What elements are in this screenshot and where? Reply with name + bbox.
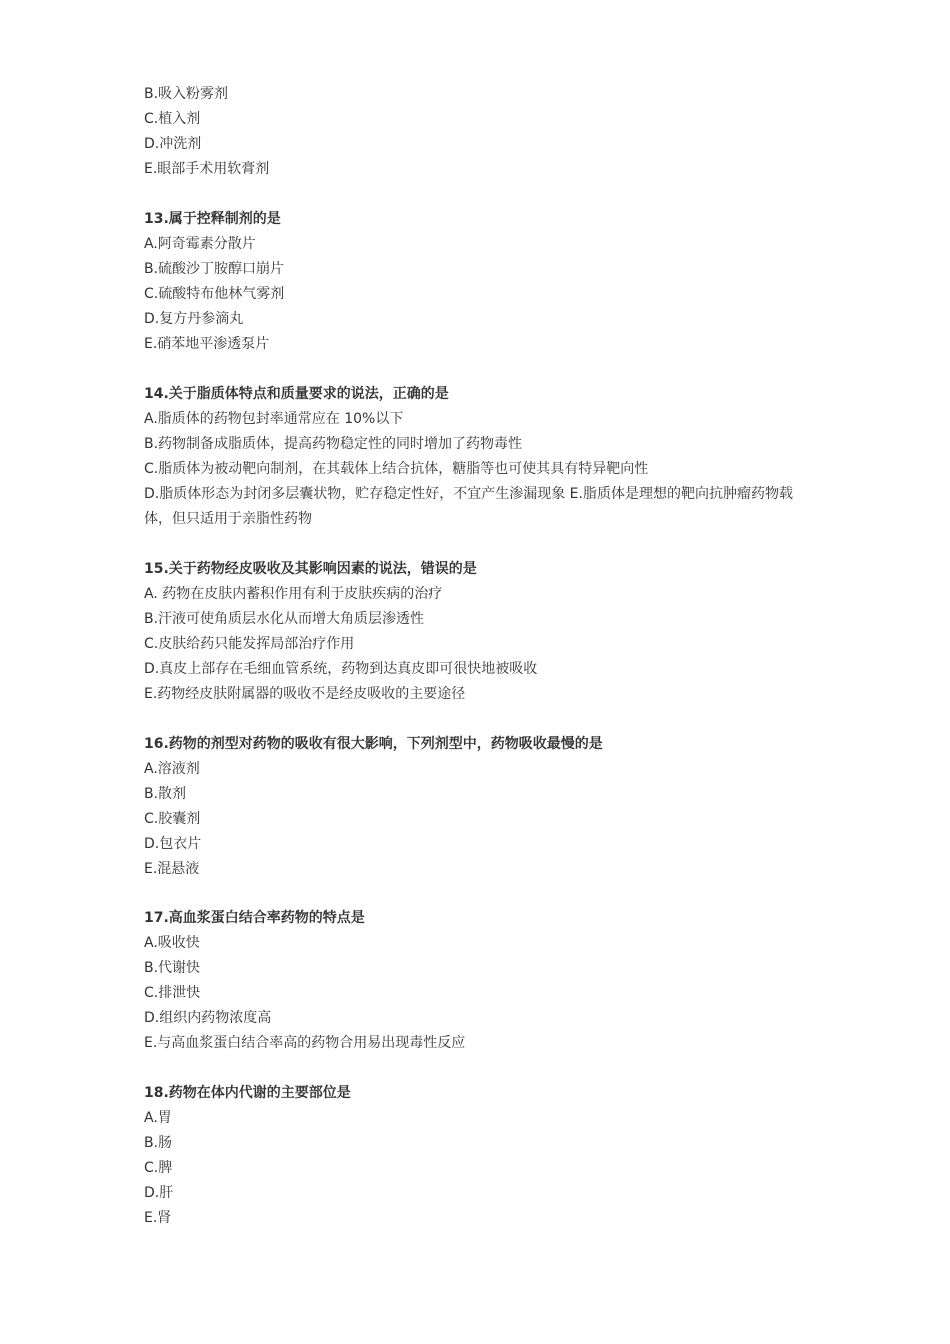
option-line: C.硫酸特布他林气雾剂: [144, 285, 285, 302]
option-line: E.混悬液: [144, 860, 200, 877]
spacer: [144, 707, 814, 732]
option-line: E.硝苯地平渗透泵片: [144, 335, 270, 352]
question-15: [144, 557, 814, 707]
option-line: B.吸入粉雾剂: [144, 86, 229, 102]
question-18: [144, 1081, 814, 1231]
question-title: 15.关于药物经皮吸收及其影响因素的说法，错误的是: [144, 560, 477, 577]
option-line: C.脂质体为被动靶向制剂，在其载体上结合抗体，糖脂等也可使其具有特异靶向性: [144, 460, 649, 477]
option-line: D.冲洗剂: [144, 136, 202, 152]
option-line: E.药物经皮肤附属器的吸收不是经皮吸收的主要途径: [144, 685, 466, 702]
question-title: 18.药物在体内代谢的主要部位是: [144, 1085, 351, 1102]
spacer: [144, 882, 814, 907]
question-14: [144, 382, 814, 532]
option-line: B.硫酸沙丁胺醇口崩片: [144, 260, 285, 277]
option-line: D.脂质体形态为封闭多层囊状物，贮存稳定性好，不宜产生渗漏现象 E.脂质体是理想的靶向抗肿瘤药物载体，但只适用于亲脂性药物: [144, 485, 793, 527]
option-line: B.散剂: [144, 785, 187, 802]
spacer: [144, 357, 814, 382]
option-line: C.胶囊剂: [144, 810, 201, 827]
option-line: D.包衣片: [144, 835, 202, 852]
option-line: E.与高血浆蛋白结合率高的药物合用易出现毒性反应: [144, 1035, 466, 1052]
option-line: A.阿奇霉素分散片: [144, 235, 256, 252]
option-line: B.肠: [144, 1135, 173, 1152]
spacer: [144, 182, 814, 207]
option-line: C.皮肤给药只能发挥局部治疗作用: [144, 635, 355, 652]
document-page: [144, 82, 814, 1231]
question-title: 17.高血浆蛋白结合率药物的特点是: [144, 910, 365, 927]
question-13: [144, 207, 814, 357]
option-line: A.溶液剂: [144, 760, 200, 777]
question-12-tail: [144, 82, 814, 182]
option-line: E.眼部手术用软膏剂: [144, 161, 270, 177]
option-line: C.脾: [144, 1160, 173, 1177]
option-line: D.复方丹参滴丸: [144, 310, 244, 327]
question-title: 13.属于控释制剂的是: [144, 210, 281, 227]
spacer: [144, 1056, 814, 1081]
option-line: C.排泄快: [144, 985, 201, 1002]
option-line: D.组织内药物浓度高: [144, 1010, 272, 1027]
option-line: A.吸收快: [144, 935, 200, 952]
option-line: B.汗液可使角质层水化从而增大角质层渗透性: [144, 610, 425, 627]
option-line: A.脂质体的药物包封率通常应在 10%以下: [144, 410, 404, 427]
option-line: B.药物制备成脂质体，提高药物稳定性的同时增加了药物毒性: [144, 435, 523, 452]
option-line: B.代谢快: [144, 960, 201, 977]
question-title: 16.药物的剂型对药物的吸收有很大影响，下列剂型中，药物吸收最慢的是: [144, 735, 603, 752]
question-16: [144, 732, 814, 882]
option-line: D.真皮上部存在毛细血管系统，药物到达真皮即可很快地被吸收: [144, 660, 538, 677]
option-line: E.肾: [144, 1210, 172, 1227]
option-line: D.肝: [144, 1185, 174, 1202]
question-17: [144, 906, 814, 1056]
option-line: C.植入剂: [144, 111, 201, 127]
question-title: 14.关于脂质体特点和质量要求的说法，正确的是: [144, 385, 449, 402]
option-line: A.胃: [144, 1110, 172, 1127]
spacer: [144, 532, 814, 557]
option-line: A. 药物在皮肤内蓄积作用有利于皮肤疾病的治疗: [144, 585, 443, 602]
